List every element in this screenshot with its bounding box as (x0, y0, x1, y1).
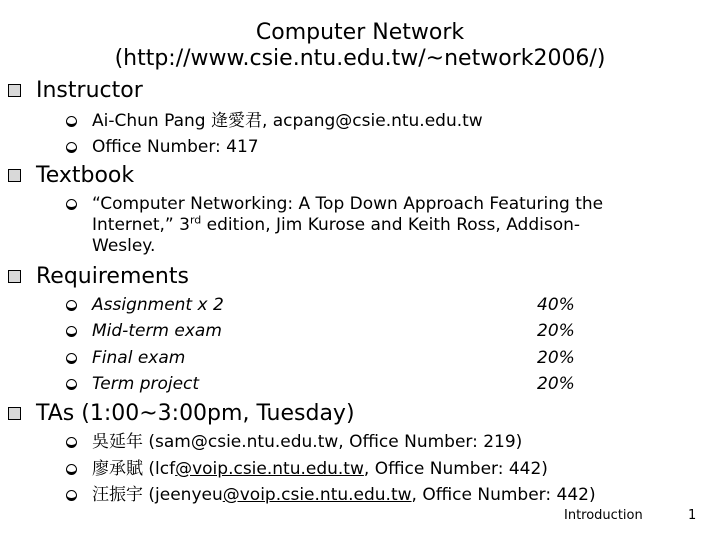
tas-heading: TAs (1:00~3:00pm, Tuesday) (36, 401, 355, 427)
ta-item: 吳延年 (sam@csie.ntu.edu.tw, Office Number: 219) (92, 432, 522, 453)
circle-bullet-icon (66, 379, 77, 390)
ta-email-link[interactable]: @voip.csie.ntu.edu.tw (175, 459, 364, 479)
textbook-line1: “Computer Networking: A Top Down Approach Featuring the (92, 194, 603, 215)
circle-bullet-icon (66, 300, 77, 311)
instructor-name: Ai-Chun Pang 逄愛君, acpang@csie.ntu.edu.tw (92, 111, 483, 132)
instructor-office: Office Number: 417 (92, 137, 259, 158)
ta-email-link[interactable]: @voip.csie.ntu.edu.tw (222, 485, 412, 505)
requirement-item: Term project (92, 374, 199, 395)
textbook-line3: Wesley. (92, 236, 156, 256)
requirements-heading: Requirements (36, 264, 189, 290)
circle-bullet-icon (66, 353, 77, 364)
requirement-item: Mid-term exam (92, 321, 222, 342)
circle-bullet-icon (66, 116, 77, 127)
textbook-line2: Internet,” 3rd edition, Jim Kurose and Keith Ross, Addison- (92, 213, 580, 235)
ta-item: 廖承賦 (lcf@voip.csie.ntu.edu.tw, Office Number: 442) (92, 459, 548, 480)
textbook-heading: Textbook (36, 163, 134, 189)
square-bullet-icon (8, 169, 21, 182)
circle-bullet-icon (66, 490, 77, 501)
requirement-weight: 40% (537, 295, 575, 315)
square-bullet-icon (8, 270, 21, 283)
circle-bullet-icon (66, 142, 77, 153)
instructor-heading: Instructor (36, 78, 143, 104)
page-number: 1 (688, 508, 697, 523)
circle-bullet-icon (66, 326, 77, 337)
slide-title-line1: Computer Network (255, 20, 465, 45)
requirement-weight: 20% (537, 348, 575, 368)
footer-section-label: Introduction (564, 508, 643, 523)
square-bullet-icon (8, 84, 21, 97)
requirement-weight: 20% (537, 321, 575, 341)
square-bullet-icon (8, 407, 21, 420)
requirement-weight: 20% (537, 374, 575, 394)
requirement-item: Assignment x 2 (92, 295, 224, 316)
circle-bullet-icon (66, 199, 77, 210)
circle-bullet-icon (66, 464, 77, 475)
slide-title-url: (http://www.csie.ntu.edu.tw/~network2006/) (114, 46, 606, 71)
ta-item: 汪振宇 (jeenyeu@voip.csie.ntu.edu.tw, Office Number: 442) (92, 485, 596, 506)
requirement-item: Final exam (92, 348, 185, 369)
circle-bullet-icon (66, 437, 77, 448)
